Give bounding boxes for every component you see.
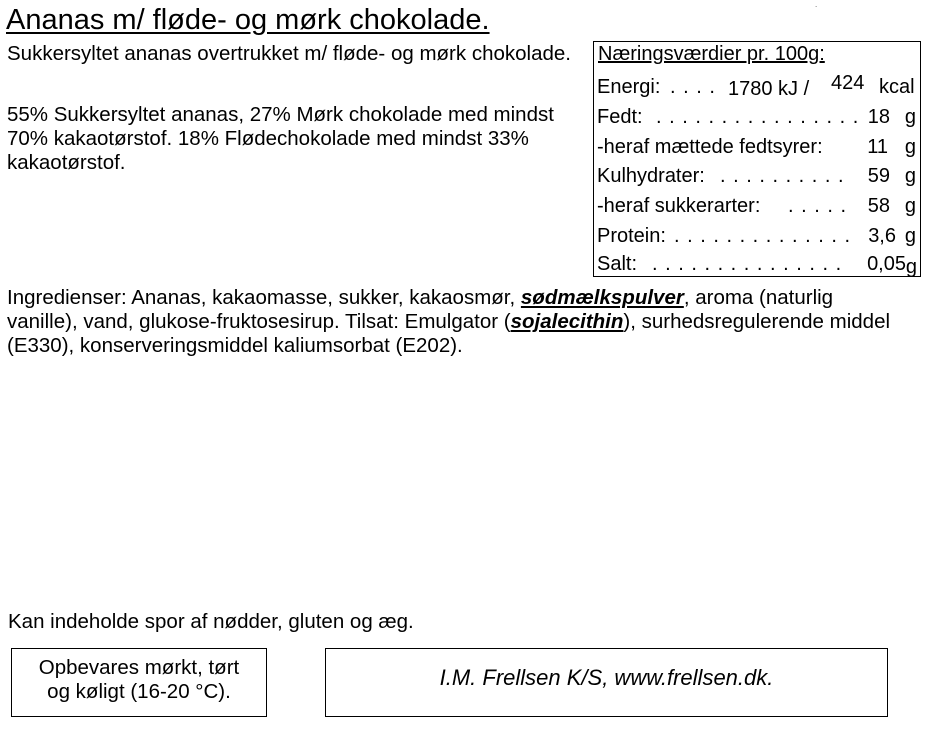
nutrition-label: Kulhydrater:: [597, 165, 705, 187]
nutrition-unit: g: [904, 225, 916, 247]
nutrition-unit: g: [905, 256, 917, 278]
nutrition-unit: g: [904, 195, 916, 217]
allergen-notice: Kan indeholde spor af nødder, gluten og æg.: [8, 610, 414, 633]
nutrition-unit: g: [904, 136, 916, 158]
nutrition-label: Salt:: [597, 253, 638, 275]
nutrition-row-protein: [594, 225, 920, 255]
product-composition: 55% Sukkersyltet ananas, 27% Mørk chokolade med mindst 70% kakaotørstof. 18% Flødechokolade med mindst 33% kakaotørstof.: [7, 103, 554, 174]
storage-line: Opbevares mørkt, tørt: [38, 656, 240, 679]
nutrition-value: 58: [867, 195, 890, 217]
ingredients-text: ), surhedsregulerende middel (E330), konserveringsmiddel kaliumsorbat (E202).: [7, 310, 891, 357]
nutrition-dots: . . . .: [670, 76, 716, 98]
nutrition-value: 11: [867, 136, 888, 158]
energy-kcal-unit: kcal: [879, 76, 915, 98]
company-info: I.M. Frellsen K/S, www.frellsen.dk.: [439, 665, 774, 690]
energy-kcal-value: 424: [831, 72, 865, 94]
product-description: Sukkersyltet ananas overtrukket m/ fløde- og mørk chokolade.: [7, 42, 571, 65]
energy-kj-value: 1780 kJ /: [728, 78, 810, 100]
nutrition-dots: . . . . .: [788, 195, 848, 217]
nutrition-row-fat: [594, 106, 920, 136]
nutrition-value: 3,6: [868, 225, 896, 247]
nutrition-label: Energi:: [597, 76, 661, 98]
nutrition-dots: . . . . . . . . . . . . . . . .: [656, 106, 860, 128]
nutrition-row-salt: [594, 253, 920, 283]
ingredients-text: , aroma (naturlig vanille), vand, glukose-fruktosesirup. Tilsat: Emulgator (: [7, 286, 834, 333]
nutrition-heading: Næringsværdier pr. 100g:: [598, 43, 825, 65]
allergen-milk: sødmælkspulver: [520, 286, 684, 309]
company-box: [325, 648, 888, 717]
nutrition-value: 18: [867, 106, 890, 128]
nutrition-label: Fedt:: [597, 106, 643, 128]
nutrition-dots: . . . . . . . . . .: [720, 165, 845, 187]
nutrition-dots: . . . . . . . . . . . . . .: [674, 225, 852, 247]
storage-box: [11, 648, 267, 717]
ingredients-text: Ingredienser: Ananas, kakaomasse, sukker, kakaosmør,: [7, 286, 521, 309]
corner-mark: .: [815, 0, 818, 9]
nutrition-unit: g: [904, 165, 916, 187]
nutrition-label: Protein:: [597, 225, 666, 247]
nutrition-label: -heraf sukkerarter:: [597, 195, 761, 217]
nutrition-row-energy: [594, 72, 920, 106]
nutrition-table: [593, 41, 921, 277]
allergen-soy: sojalecithin: [510, 310, 624, 333]
nutrition-label: -heraf mættede fedtsyrer:: [597, 136, 823, 158]
nutrition-value: 0,05: [867, 253, 906, 275]
nutrition-value: 59: [867, 165, 890, 187]
storage-line: og køligt (16-20 °C).: [47, 680, 231, 703]
nutrition-row-carbohydrates: [594, 165, 920, 195]
nutrition-row-saturated-fat: [594, 136, 920, 166]
nutrition-dots: . . . . . . . . . . . . . . .: [652, 253, 843, 275]
nutrition-unit: g: [904, 106, 916, 128]
product-title: Ananas m/ fløde- og mørk chokolade.: [6, 4, 490, 36]
nutrition-row-sugars: [594, 195, 920, 225]
ingredients-list: [7, 286, 907, 358]
